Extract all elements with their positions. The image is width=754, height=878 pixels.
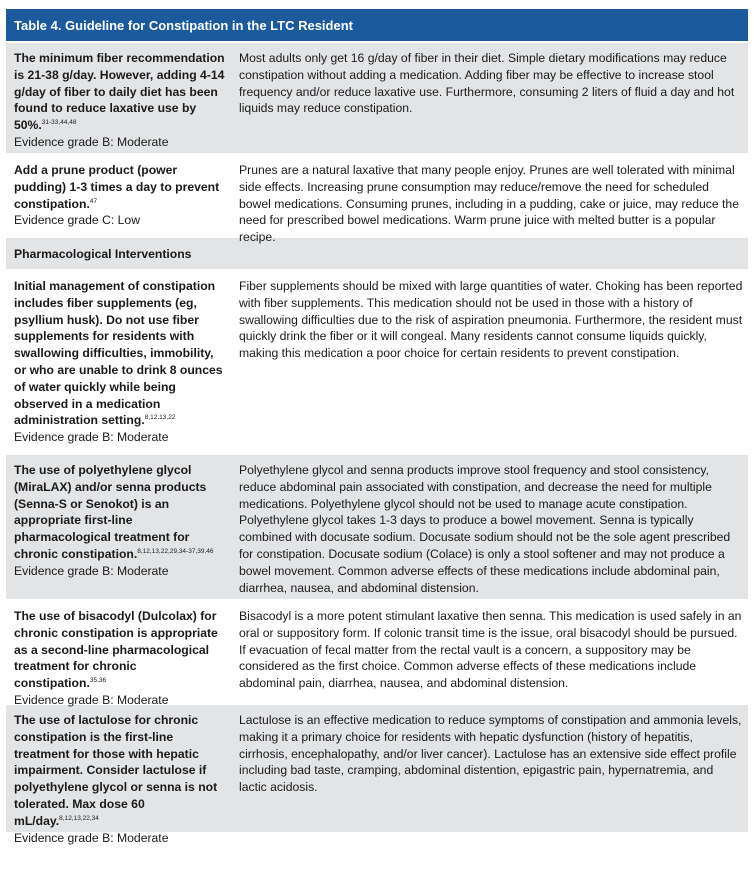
table-row bbox=[6, 271, 748, 455]
comment-cell: Prunes are a natural laxative that many people enjoy. Prunes are well tolerated with minimal side effects. Increasing prune consumption may reduce/remove the need for scheduled bowel medications. Consuming prunes, including in a pudding, cake or juice, may reduce the need for prescribed bowel medications. Warm prune juice with melted butter is a popular recipe. bbox=[239, 163, 739, 245]
recommendation-text: The use of bisacodyl (Dulcolax) for chronic constipation is appropriate as a second-line pharmacological treatment for chronic constipation. bbox=[14, 609, 218, 691]
recommendation-cell bbox=[6, 705, 233, 845]
recommendation-cell bbox=[6, 271, 233, 453]
reference-superscript: 47 bbox=[89, 197, 98, 205]
table-row bbox=[6, 455, 748, 601]
recommendation-cell bbox=[6, 601, 233, 707]
recommendation-cell bbox=[6, 155, 233, 236]
reference-superscript: 35,36 bbox=[89, 677, 107, 685]
recommendation-text: The minimum fiber recommendation is 21-38 g/day. However, adding 4-14 g/day of fiber to daily diet has been found to reduce laxative use by 50%. bbox=[14, 51, 225, 133]
reference-superscript: 8,12,13,22 bbox=[144, 414, 176, 422]
comment-cell: Lactulose is an effective medication to reduce symptoms of constipation and ammonia levels, making it a primary choice for residents with hepatic dysfunction (history of hepatitis, cirrhosis, encephalopathy, and/or liver cancer). Lactulose has an extensive side effect profile including bad taste, cramping, abdominal distention, epigastric pain, hypernatremia, and lactic acidosis. bbox=[239, 713, 742, 795]
recommendation-text: Initial management of constipation includes fiber supplements (eg, psyllium husk). Do not use fiber supplements for residents with swallowing difficulties, immobility, or who are unable to drink 8 ounces of water quickly while being observed in a medication administration setting. bbox=[14, 279, 223, 428]
comment-cell: Bisacodyl is a more potent stimulant laxative then senna. This medication is used safely in an oral or suppository form. If colonic transit time is the issue, oral bisacodyl should be pursued. If evacuation of fecal matter from the rectal vault is a concern, a suppository may be considered as the first choice. Common adverse effects of these medications include abdominal pain, diarrhea, nausea, and abdominal distension. bbox=[239, 609, 742, 691]
reference-superscript: 8,12,13,22,29,34-37,39,46 bbox=[137, 547, 214, 555]
evidence-grade: Evidence grade C: Low bbox=[14, 213, 141, 228]
table-title: Table 4. Guideline for Constipation in the LTC Resident bbox=[6, 9, 748, 43]
evidence-grade: Evidence grade B: Moderate bbox=[14, 563, 169, 578]
table-row bbox=[6, 43, 748, 155]
evidence-grade: Evidence grade B: Moderate bbox=[14, 692, 169, 707]
reference-superscript: 8,12,13,22,34 bbox=[59, 814, 99, 822]
recommendation-cell bbox=[6, 43, 233, 153]
comment-cell: Polyethylene glycol and senna products improve stool frequency and stool consistency, reduce abdominal pain associated with constipation, and decrease the need for multiple medications. Polyethylene glycol should not be used to manage acute constipation. Polyethylene glycol takes 1-3 days to produce a bowel movement. Senna is typically combined with docusate sodium. Docusate sodium should not be the sole agent prescribed for constipation. Docusate sodium (Colace) is only a stool softener and may not produce a bowel movement. Common adverse effects of these medications include abdominal pain, diarrhea, nausea, and abdominal distension. bbox=[239, 463, 731, 595]
table-row bbox=[6, 601, 748, 705]
recommendation-cell bbox=[6, 455, 233, 599]
recommendation-text: The use of polyethylene glycol (MiraLAX) and/or senna products (Senna-S or Senokot) is an appropriate first-line pharmacological treatment for chronic constipation. bbox=[14, 463, 207, 561]
evidence-grade: Evidence grade B: Moderate bbox=[14, 430, 169, 445]
comment-cell: Fiber supplements should be mixed with large quantities of water. Choking has been reported with fiber supplements. This medication should not be used in those with a history of swallowing difficulties due to the risk of aspiration pneumonia. Furthermore, the resident must quickly drink the fiber or it will congeal. Many residents cannot consume liquids quickly, making this medication a poor choice for certain residents to prevent constipation. bbox=[239, 279, 743, 361]
section-header: Pharmacological Interventions bbox=[6, 238, 748, 271]
evidence-grade: Evidence grade B: Moderate bbox=[14, 134, 169, 149]
table-row bbox=[6, 705, 748, 845]
table-row bbox=[6, 155, 748, 245]
evidence-grade: Evidence grade B: Moderate bbox=[14, 830, 169, 845]
recommendation-text: The use of lactulose for chronic constipation is the first-line treatment for those with hepatic impairment. Consider lactulose if polyethylene glycol or senna is not tolerated. Max dose 60 mL/day. bbox=[14, 713, 218, 828]
guideline-table bbox=[6, 9, 748, 845]
comment-cell: Most adults only get 16 g/day of fiber in their diet. Simple dietary modifications may reduce constipation without adding a medication. Adding fiber may be effective to increase stool frequency and/or reduce laxative use. Furthermore, consuming 2 liters of fluid a day and hot liquids may reduce constipation. bbox=[239, 51, 735, 116]
recommendation-text: Add a prune product (power pudding) 1-3 times a day to prevent constipation. bbox=[14, 163, 220, 211]
reference-superscript: 31-33,44,48 bbox=[41, 119, 77, 127]
